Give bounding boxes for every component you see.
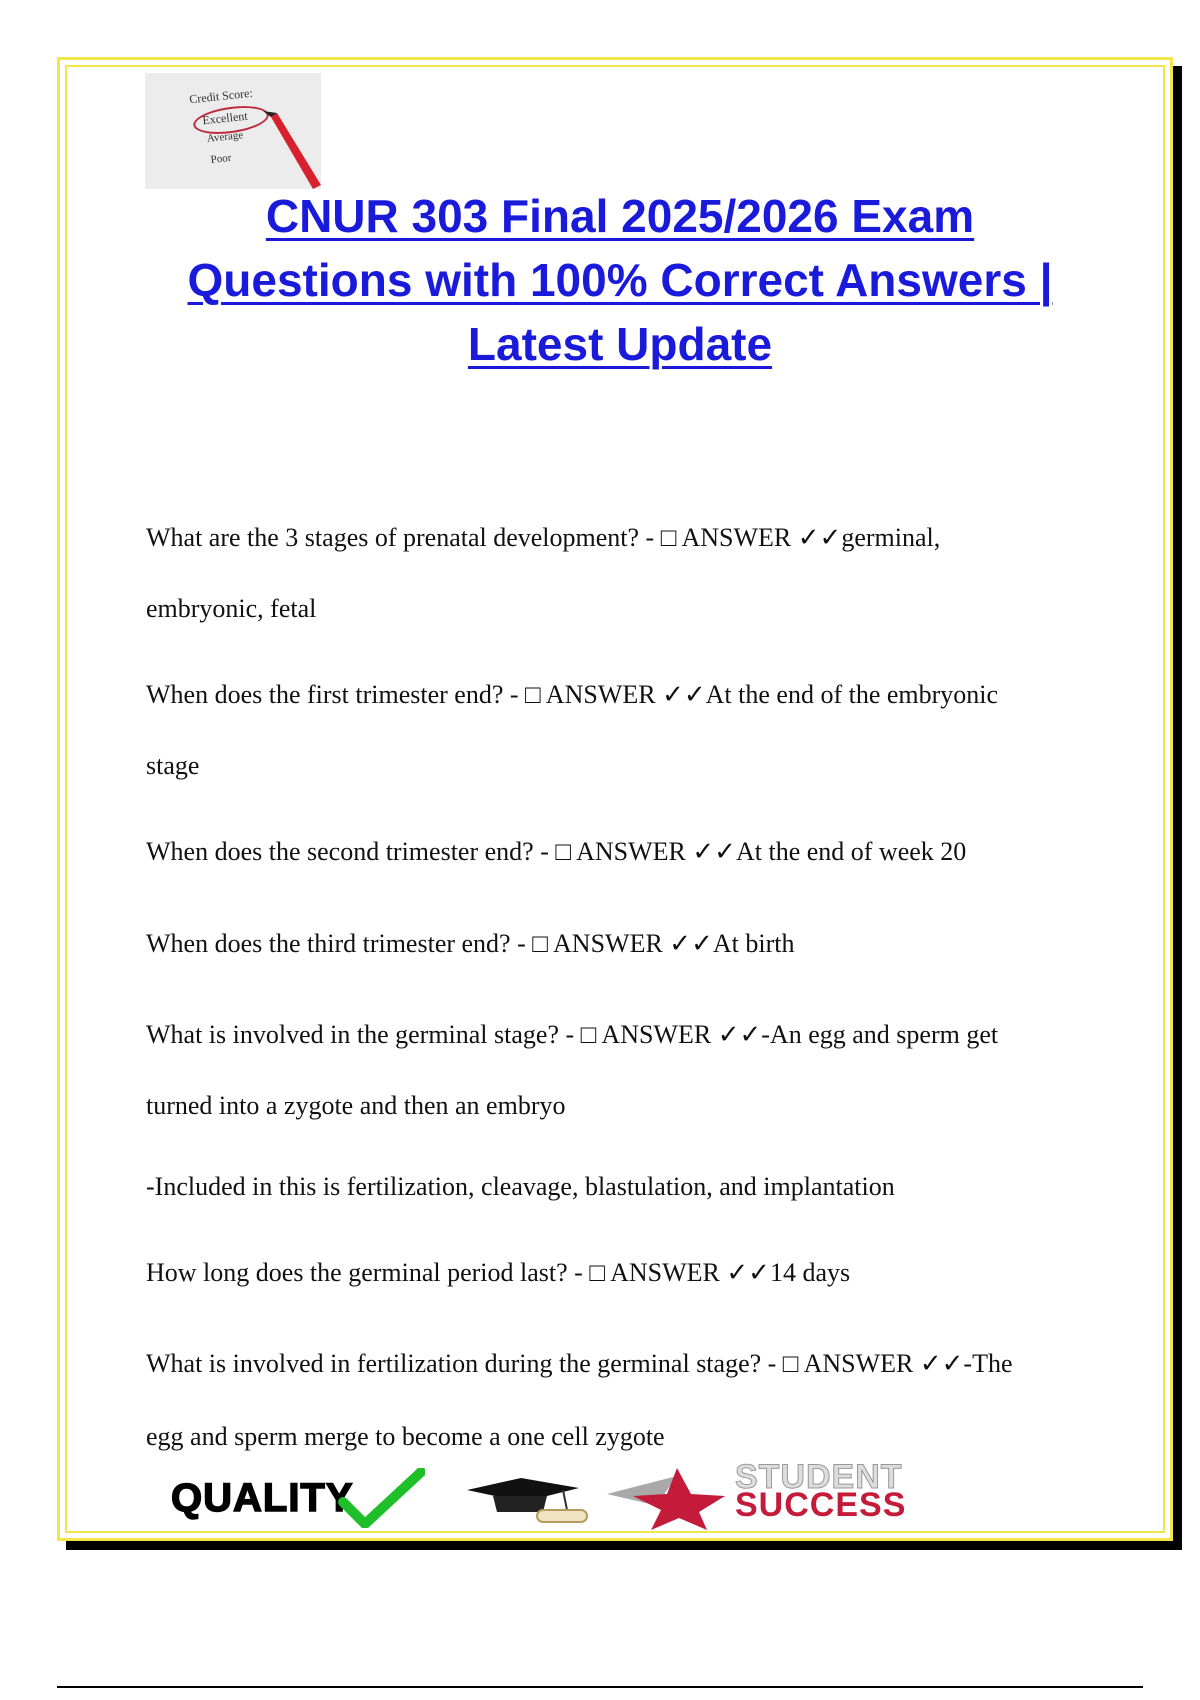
logo-line-excellent: Excellent	[201, 108, 249, 128]
credit-score-logo	[145, 73, 321, 189]
title-line-1: CNUR 303 Final 2025/2026 Exam	[265, 190, 975, 242]
qa-line: -Included in this is fertilization, cleavage, blastulation, and implantation	[146, 1172, 895, 1201]
qa-line: stage	[146, 751, 200, 780]
document-title	[140, 184, 1100, 376]
quality-logo-text: QUALITY	[171, 1476, 354, 1520]
logo-line-average: Average	[206, 129, 244, 145]
checkmark-icon	[335, 1468, 425, 1528]
graduation-cap-icon	[463, 1472, 593, 1532]
qa-line: What are the 3 stages of prenatal development? - □ ANSWER ✓✓germinal,	[146, 523, 941, 552]
success-text: SUCCESS	[735, 1486, 907, 1524]
qa-line: What is involved in the germinal stage? - □ ANSWER ✓✓-An egg and sperm get	[146, 1020, 999, 1049]
logo-line-credit-score: Credit Score:	[188, 85, 254, 107]
qa-line: When does the first trimester end? - □ ANSWER ✓✓At the end of the embryonic	[146, 680, 999, 709]
qa-line: What is involved in fertilization during the germinal stage? - □ ANSWER ✓✓-The	[146, 1349, 1013, 1378]
qa-line: When does the third trimester end? - □ ANSWER ✓✓At birth	[146, 929, 795, 958]
logo-line-poor: Poor	[210, 151, 232, 167]
qa-line: How long does the germinal period last? - □ ANSWER ✓✓14 days	[146, 1258, 851, 1287]
qa-line: egg and sperm merge to become a one cell zygote	[146, 1422, 665, 1451]
student-text: STUDENT	[735, 1458, 903, 1496]
title-line-3: Latest Update	[467, 318, 773, 370]
footer-banner	[145, 1458, 1065, 1532]
bottom-divider	[57, 1686, 1143, 1688]
qa-line: embryonic, fetal	[146, 594, 317, 623]
title-line-2: Questions with 100% Correct Answers |	[187, 254, 1053, 306]
pencil-icon	[145, 73, 321, 189]
qa-line: turned into a zygote and then an embryo	[146, 1091, 566, 1120]
star-swoosh-icon	[607, 1466, 747, 1530]
qa-line: When does the second trimester end? - □ ANSWER ✓✓At the end of week 20	[146, 837, 967, 866]
